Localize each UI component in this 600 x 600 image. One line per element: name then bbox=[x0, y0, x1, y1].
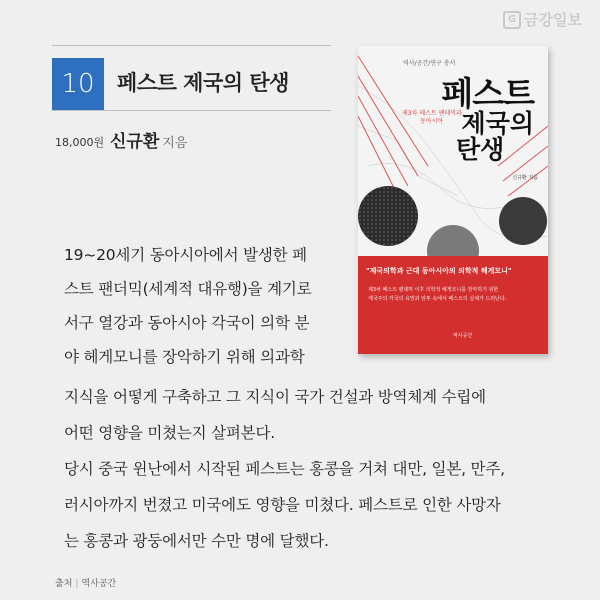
body-line: 러시아까지 번졌고 미국에도 영향을 미쳤다. 페스트로 인한 사망자 bbox=[64, 496, 501, 514]
body-line: 는 홍콩과 광둥에서만 수만 명에 달했다. bbox=[64, 532, 329, 550]
source-value: 역사공간 bbox=[81, 579, 117, 589]
cover-quote: "제국의학과 근대 동아시아의 의학적 헤게모니" bbox=[366, 267, 512, 275]
ranking-number: 10 bbox=[52, 58, 104, 110]
logo-mark-icon: G bbox=[503, 11, 521, 29]
cover-subtitle-1: 제3차 페스트 팬데믹과 bbox=[402, 110, 462, 117]
cover-title-1: 페스트 bbox=[441, 74, 534, 113]
cover-subtitle-2: 동아시아 bbox=[420, 118, 444, 125]
cover-author: 신규환 지음 bbox=[512, 175, 538, 181]
book-author bbox=[110, 127, 187, 152]
book-title: 페스트 제국의 탄생 bbox=[117, 71, 289, 95]
book-cover bbox=[358, 46, 548, 354]
source-credit bbox=[55, 576, 116, 589]
author-name: 신규환 bbox=[110, 132, 160, 152]
body-line: 스트 팬더믹(세계적 대유행)을 계기로 bbox=[64, 280, 312, 298]
body-line: 서구 열강과 동아시아 각국이 의학 분 bbox=[64, 314, 310, 332]
body-line: 당시 중국 윈난에서 시작된 페스트는 홍콩을 거쳐 대만, 일본, 만주, bbox=[64, 460, 505, 478]
logo-text: 금강일보 bbox=[524, 11, 582, 29]
body-line: 야 헤게모니를 장악하기 위해 의과학 bbox=[64, 348, 305, 366]
source-label: 출처 bbox=[55, 579, 73, 589]
body-line: 19~20세기 동아시아에서 발생한 페 bbox=[64, 246, 307, 264]
source-divider: | bbox=[75, 579, 79, 589]
cover-desc-1: 제3차 페스트 팬데믹 이후 의학적 헤게모니를 장악하기 위한 bbox=[368, 287, 499, 293]
cover-title-2: 제국의 bbox=[461, 109, 534, 138]
body-line: 어떤 영향을 미쳤는지 살펴본다. bbox=[64, 424, 275, 442]
cover-title-3: 탄생 bbox=[456, 135, 505, 164]
body-line: 지식을 어떻게 구축하고 그 지식이 국가 건설과 방역체계 수립에 bbox=[64, 388, 486, 406]
cover-desc-2: 제국주의 각국의 욕망과 암투 속에서 페스트의 실체가 드러난다. bbox=[368, 296, 507, 302]
book-series: 역사/공간/연구 총서 bbox=[403, 60, 456, 67]
book-price: 18,000원 bbox=[55, 136, 105, 149]
author-role: 지음 bbox=[162, 136, 188, 151]
cover-publisher: 역사공간 bbox=[453, 333, 473, 339]
newspaper-logo bbox=[503, 9, 582, 30]
